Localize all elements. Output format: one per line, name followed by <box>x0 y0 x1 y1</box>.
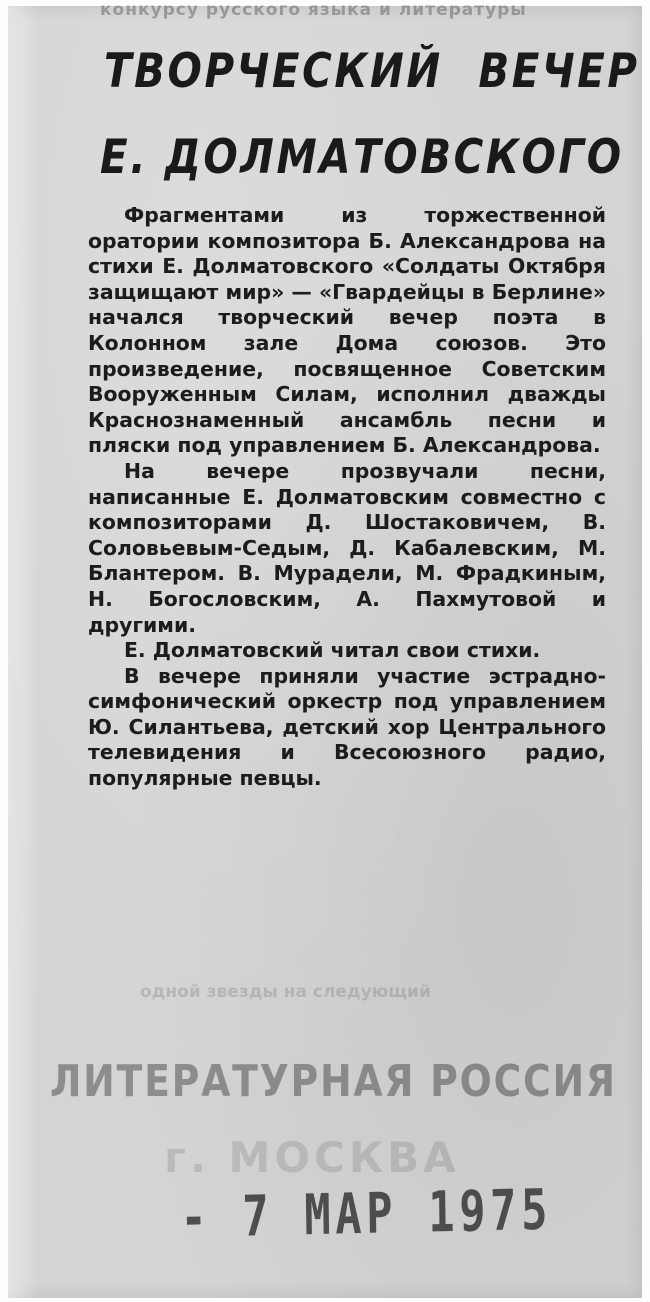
article-paragraph: В вечере приняли участие эстрадно-симфонический оркестр под управлением Ю. Силантьева, детский хор Центрального телевидения и Всесоюзного радио, популярные певцы. <box>88 663 606 791</box>
article-paragraph: На вечере прозвучали песни, написанные Е. Долматовским совместно с композиторами Д. Шостаковичем, В. Соловьевым-Седым, Д. Кабалевским, М. Блантером. В. Мурадели, М. Фрадкиным, Н. Богословским, А. Пахмутовой и другими. <box>88 458 606 637</box>
date-stamp: - 7 МАР 1975 <box>180 1177 553 1251</box>
article-paragraph: Е. Долматовский читал свои стихи. <box>124 638 541 663</box>
article-paragraph: Фрагментами из торжественной оратории композитора Б. Александрова на стихи Е. Долматовского «Солдаты Октября защищают мир» — «Гвардейцы в Берлине» начался творческий вечер поэта в Колонном зале Дома союзов. Это произведение, посвященное Советским Вооруженным Силам, исполнил дважды Краснознаменный ансамбль песни и пляски под управлением Б. Александрова. <box>88 203 606 458</box>
headline-line-1: ТВОРЧЕСКИЙ ВЕЧЕР <box>104 44 640 99</box>
city-stamp: г. МОСКВА <box>164 1133 460 1182</box>
bleed-through-text-bottom: одной звезды на следующий <box>140 982 431 1002</box>
publication-stamp: ЛИТЕРАТУРНАЯ РОССИЯ <box>50 1056 617 1107</box>
bleed-through-text-top: конкурсу русского языка и литературы <box>100 0 527 20</box>
clipping-edge <box>8 6 38 1298</box>
headline-line-2: Е. ДОЛМАТОВСКОГО <box>100 130 624 185</box>
article-body <box>88 203 606 792</box>
